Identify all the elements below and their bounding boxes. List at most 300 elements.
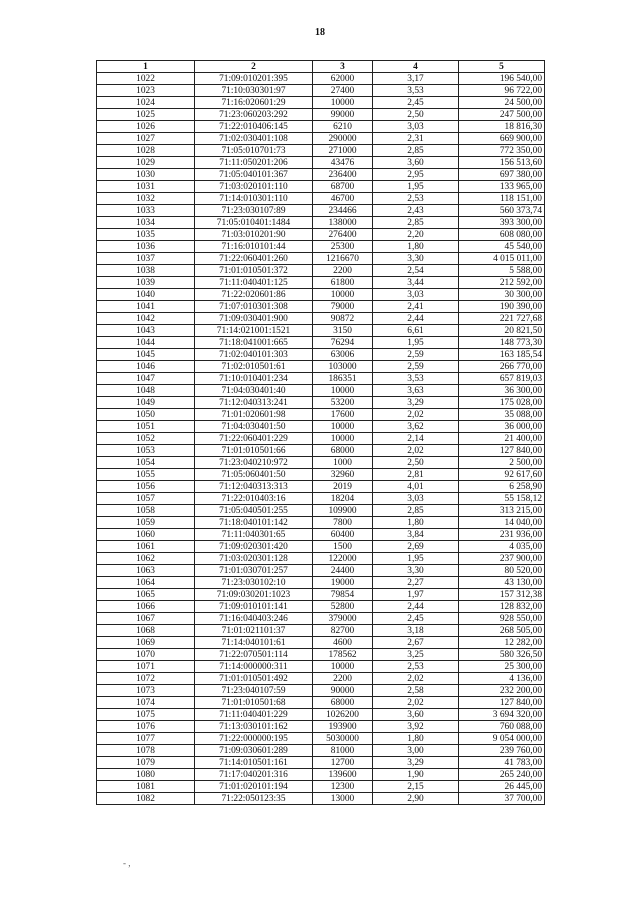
table-cell-col3: 81000 [313, 745, 373, 757]
table-cell-col2: 71:16:010101:44 [195, 241, 313, 253]
table-row [97, 265, 545, 277]
table-cell-col2: 71:16:020601:29 [195, 97, 313, 109]
table-row [97, 133, 545, 145]
table-cell-col4: 3,84 [373, 529, 459, 541]
table-row [97, 373, 545, 385]
table-cell-col3: 52800 [313, 601, 373, 613]
table-cell-col4: 2,90 [373, 793, 459, 805]
table-cell-col4: 2,59 [373, 361, 459, 373]
table-cell-col3: 4600 [313, 637, 373, 649]
table-cell-col3: 24400 [313, 565, 373, 577]
table-cell-col4: 1,80 [373, 733, 459, 745]
table-cell-col1: 1074 [97, 697, 195, 709]
table-cell-col4: 2,20 [373, 229, 459, 241]
table-cell-col5: 231 936,00 [459, 529, 545, 541]
table-cell-col5: 127 840,00 [459, 445, 545, 457]
table-cell-col2: 71:01:030701:257 [195, 565, 313, 577]
table-cell-col3: 103000 [313, 361, 373, 373]
table-cell-col3: 43476 [313, 157, 373, 169]
table-cell-col2: 71:01:010501:372 [195, 265, 313, 277]
table-cell-col4: 2,44 [373, 601, 459, 613]
table-cell-col4: 3,60 [373, 709, 459, 721]
table-cell-col5: 30 300,00 [459, 289, 545, 301]
table-cell-col1: 1059 [97, 517, 195, 529]
table-row [97, 337, 545, 349]
table-cell-col2: 71:04:030401:50 [195, 421, 313, 433]
table-row [97, 493, 545, 505]
table-cell-col3: 234466 [313, 205, 373, 217]
table-cell-col1: 1062 [97, 553, 195, 565]
table-cell-col4: 3,53 [373, 85, 459, 97]
table-cell-col4: 3,00 [373, 745, 459, 757]
table-row [97, 661, 545, 673]
table-cell-col4: 3,03 [373, 493, 459, 505]
table-cell-col3: 271000 [313, 145, 373, 157]
table-cell-col1: 1025 [97, 109, 195, 121]
table-cell-col1: 1026 [97, 121, 195, 133]
table-cell-col3: 7800 [313, 517, 373, 529]
table-cell-col4: 3,25 [373, 649, 459, 661]
land-plots-table [96, 60, 545, 805]
table-cell-col3: 27400 [313, 85, 373, 97]
table-cell-col4: 1,97 [373, 589, 459, 601]
table-cell-col2: 71:03:010201:90 [195, 229, 313, 241]
table-cell-col4: 2,02 [373, 409, 459, 421]
table-cell-col1: 1035 [97, 229, 195, 241]
table-cell-col3: 68700 [313, 181, 373, 193]
column-header-1: 1 [97, 61, 195, 73]
table-cell-col3: 2200 [313, 673, 373, 685]
table-cell-col3: 10000 [313, 661, 373, 673]
table-row [97, 589, 545, 601]
table-cell-col3: 68000 [313, 445, 373, 457]
table-row [97, 457, 545, 469]
table-cell-col1: 1079 [97, 757, 195, 769]
table-body [97, 73, 545, 805]
table-row [97, 157, 545, 169]
table-cell-col2: 71:18:040101:142 [195, 517, 313, 529]
table-cell-col2: 71:12:040313:241 [195, 397, 313, 409]
table-cell-col1: 1080 [97, 769, 195, 781]
table-row [97, 709, 545, 721]
table-cell-col5: 5 588,00 [459, 265, 545, 277]
table-cell-col1: 1078 [97, 745, 195, 757]
table-cell-col2: 71:05:010701:73 [195, 145, 313, 157]
table-cell-col5: 760 088,00 [459, 721, 545, 733]
table-cell-col5: 156 513,60 [459, 157, 545, 169]
table-cell-col5: 127 840,00 [459, 697, 545, 709]
table-cell-col4: 2,53 [373, 193, 459, 205]
table-cell-col3: 10000 [313, 385, 373, 397]
table-cell-col4: 4,01 [373, 481, 459, 493]
table-cell-col4: 2,31 [373, 133, 459, 145]
table-cell-col2: 71:11:050201:206 [195, 157, 313, 169]
table-row [97, 73, 545, 85]
table-row [97, 109, 545, 121]
table-cell-col4: 2,67 [373, 637, 459, 649]
table-cell-col4: 2,15 [373, 781, 459, 793]
table-header-row [97, 61, 545, 73]
column-header-5: 5 [459, 61, 545, 73]
table-cell-col4: 1,80 [373, 241, 459, 253]
table-cell-col1: 1075 [97, 709, 195, 721]
table-row [97, 205, 545, 217]
table-cell-col2: 71:23:040107:59 [195, 685, 313, 697]
table-row [97, 505, 545, 517]
table-cell-col4: 3,29 [373, 397, 459, 409]
table-cell-col3: 1500 [313, 541, 373, 553]
table-row [97, 793, 545, 805]
table-cell-col2: 71:01:020601:98 [195, 409, 313, 421]
table-cell-col5: 232 200,00 [459, 685, 545, 697]
table-cell-col3: 10000 [313, 97, 373, 109]
table-cell-col2: 71:09:020301:420 [195, 541, 313, 553]
table-cell-col2: 71:09:030601:289 [195, 745, 313, 757]
table-row [97, 361, 545, 373]
table-row [97, 397, 545, 409]
table-row [97, 445, 545, 457]
table-row [97, 529, 545, 541]
table-row [97, 253, 545, 265]
table-cell-col3: 90000 [313, 685, 373, 697]
table-cell-col3: 19000 [313, 577, 373, 589]
table-cell-col3: 10000 [313, 433, 373, 445]
table-cell-col3: 46700 [313, 193, 373, 205]
table-row [97, 409, 545, 421]
table-cell-col3: 12700 [313, 757, 373, 769]
table-cell-col2: 71:18:041001:665 [195, 337, 313, 349]
table-cell-col1: 1073 [97, 685, 195, 697]
table-cell-col3: 90872 [313, 313, 373, 325]
table-cell-col4: 3,44 [373, 277, 459, 289]
table-cell-col2: 71:13:030101:162 [195, 721, 313, 733]
table-cell-col1: 1037 [97, 253, 195, 265]
table-cell-col2: 71:05:060401:50 [195, 469, 313, 481]
table-cell-col2: 71:11:040301:65 [195, 529, 313, 541]
table-cell-col3: 10000 [313, 289, 373, 301]
table-cell-col1: 1060 [97, 529, 195, 541]
table-cell-col4: 2,43 [373, 205, 459, 217]
table-cell-col1: 1053 [97, 445, 195, 457]
table-cell-col2: 71:22:060401:260 [195, 253, 313, 265]
table-cell-col1: 1048 [97, 385, 195, 397]
table-row [97, 721, 545, 733]
table-cell-col5: 14 040,00 [459, 517, 545, 529]
table-cell-col5: 25 300,00 [459, 661, 545, 673]
table-cell-col4: 2,58 [373, 685, 459, 697]
table-cell-col2: 71:10:030301:97 [195, 85, 313, 97]
table-cell-col4: 3,17 [373, 73, 459, 85]
table-row [97, 649, 545, 661]
table-row [97, 181, 545, 193]
table-row [97, 685, 545, 697]
table-cell-col1: 1028 [97, 145, 195, 157]
table-cell-col5: 80 520,00 [459, 565, 545, 577]
table-cell-col4: 3,03 [373, 289, 459, 301]
table-cell-col3: 82700 [313, 625, 373, 637]
column-header-3: 3 [313, 61, 373, 73]
table-cell-col5: 6 258,90 [459, 481, 545, 493]
table-cell-col2: 71:22:000000:195 [195, 733, 313, 745]
table-cell-col3: 13000 [313, 793, 373, 805]
table-cell-col3: 3150 [313, 325, 373, 337]
table-cell-col4: 2,85 [373, 505, 459, 517]
table-cell-col3: 290000 [313, 133, 373, 145]
table-cell-col5: 657 819,03 [459, 373, 545, 385]
table-cell-col1: 1027 [97, 133, 195, 145]
table-cell-col4: 2,50 [373, 109, 459, 121]
table-cell-col1: 1047 [97, 373, 195, 385]
table-cell-col5: 560 373,74 [459, 205, 545, 217]
table-cell-col5: 118 151,00 [459, 193, 545, 205]
table-cell-col1: 1051 [97, 421, 195, 433]
table-cell-col5: 163 185,54 [459, 349, 545, 361]
table-cell-col2: 71:22:060401:229 [195, 433, 313, 445]
table-cell-col1: 1041 [97, 301, 195, 313]
table-cell-col2: 71:05:040101:367 [195, 169, 313, 181]
table-cell-col5: 580 326,50 [459, 649, 545, 661]
table-cell-col4: 2,81 [373, 469, 459, 481]
table-cell-col2: 71:22:010406:145 [195, 121, 313, 133]
table-cell-col2: 71:01:021101:37 [195, 625, 313, 637]
table-cell-col5: 196 540,00 [459, 73, 545, 85]
table-row [97, 637, 545, 649]
table-cell-col3: 186351 [313, 373, 373, 385]
table-row [97, 553, 545, 565]
table-cell-col1: 1072 [97, 673, 195, 685]
table-cell-col3: 79000 [313, 301, 373, 313]
table-row [97, 229, 545, 241]
table-cell-col5: 247 500,00 [459, 109, 545, 121]
table-row [97, 481, 545, 493]
table-cell-col2: 71:09:030401:900 [195, 313, 313, 325]
table-cell-col2: 71:22:070501:114 [195, 649, 313, 661]
table-cell-col4: 2,02 [373, 697, 459, 709]
table-row [97, 289, 545, 301]
table-cell-col2: 71:10:010401:234 [195, 373, 313, 385]
table-cell-col2: 71:23:060203:292 [195, 109, 313, 121]
table-cell-col4: 1,95 [373, 337, 459, 349]
table-cell-col3: 18204 [313, 493, 373, 505]
table-cell-col5: 55 158,12 [459, 493, 545, 505]
table-cell-col5: 266 770,00 [459, 361, 545, 373]
table-cell-col3: 1216670 [313, 253, 373, 265]
table-cell-col1: 1050 [97, 409, 195, 421]
table-row [97, 613, 545, 625]
table-cell-col3: 276400 [313, 229, 373, 241]
table-cell-col4: 2,85 [373, 145, 459, 157]
table-cell-col2: 71:22:010403:16 [195, 493, 313, 505]
table-cell-col4: 2,02 [373, 673, 459, 685]
table-cell-col3: 32960 [313, 469, 373, 481]
table-cell-col5: 20 821,50 [459, 325, 545, 337]
table-row [97, 385, 545, 397]
table-cell-col2: 71:23:030102:10 [195, 577, 313, 589]
table-cell-col2: 71:14:000000:311 [195, 661, 313, 673]
table-row [97, 193, 545, 205]
table-cell-col3: 17600 [313, 409, 373, 421]
table-cell-col1: 1068 [97, 625, 195, 637]
table-cell-col2: 71:11:040401:125 [195, 277, 313, 289]
table-cell-col3: 109900 [313, 505, 373, 517]
table-cell-col2: 71:14:010501:161 [195, 757, 313, 769]
table-cell-col3: 236400 [313, 169, 373, 181]
table-cell-col4: 2,02 [373, 445, 459, 457]
table-cell-col1: 1081 [97, 781, 195, 793]
table-cell-col1: 1063 [97, 565, 195, 577]
table-cell-col5: 21 400,00 [459, 433, 545, 445]
table-cell-col1: 1030 [97, 169, 195, 181]
table-cell-col5: 157 312,38 [459, 589, 545, 601]
table-cell-col1: 1061 [97, 541, 195, 553]
table-cell-col5: 175 028,00 [459, 397, 545, 409]
page-number: 18 [315, 27, 325, 38]
table-cell-col4: 3,30 [373, 253, 459, 265]
table-cell-col2: 71:16:040403:246 [195, 613, 313, 625]
table-cell-col4: 3,29 [373, 757, 459, 769]
table-cell-col1: 1076 [97, 721, 195, 733]
table-cell-col4: 3,03 [373, 121, 459, 133]
table-cell-col1: 1032 [97, 193, 195, 205]
table-cell-col1: 1046 [97, 361, 195, 373]
table-cell-col4: 2,14 [373, 433, 459, 445]
table-cell-col2: 71:01:010501:492 [195, 673, 313, 685]
table-cell-col3: 1000 [313, 457, 373, 469]
table-row [97, 421, 545, 433]
table-cell-col5: 221 727,68 [459, 313, 545, 325]
table-cell-col2: 71:07:010301:308 [195, 301, 313, 313]
table-row [97, 781, 545, 793]
table-cell-col2: 71:05:010401:1484 [195, 217, 313, 229]
table-cell-col5: 18 816,30 [459, 121, 545, 133]
table-cell-col4: 1,95 [373, 181, 459, 193]
table-cell-col2: 71:01:010501:68 [195, 697, 313, 709]
table-cell-col5: 4 136,00 [459, 673, 545, 685]
table-cell-col2: 71:03:020301:128 [195, 553, 313, 565]
table-cell-col2: 71:14:040101:61 [195, 637, 313, 649]
table-cell-col4: 1,95 [373, 553, 459, 565]
table-cell-col4: 2,44 [373, 313, 459, 325]
table-row [97, 145, 545, 157]
table-cell-col4: 3,92 [373, 721, 459, 733]
table-cell-col4: 3,30 [373, 565, 459, 577]
table-row [97, 277, 545, 289]
table-cell-col5: 669 900,00 [459, 133, 545, 145]
corner-mark: - , [123, 858, 131, 868]
table-cell-col2: 71:02:040101:303 [195, 349, 313, 361]
table-cell-col4: 2,54 [373, 265, 459, 277]
table-cell-col1: 1082 [97, 793, 195, 805]
table-row [97, 85, 545, 97]
table-cell-col4: 1,90 [373, 769, 459, 781]
table-row [97, 241, 545, 253]
table-row [97, 301, 545, 313]
table-cell-col4: 2,53 [373, 661, 459, 673]
table-row [97, 541, 545, 553]
table-cell-col1: 1042 [97, 313, 195, 325]
table-cell-col1: 1055 [97, 469, 195, 481]
table-cell-col1: 1070 [97, 649, 195, 661]
table-cell-col4: 2,50 [373, 457, 459, 469]
table-cell-col3: 61800 [313, 277, 373, 289]
table-cell-col5: 608 080,00 [459, 229, 545, 241]
table-cell-col1: 1065 [97, 589, 195, 601]
table-cell-col2: 71:09:010101:141 [195, 601, 313, 613]
table-cell-col1: 1052 [97, 433, 195, 445]
table-cell-col5: 4 015 011,00 [459, 253, 545, 265]
table-cell-col3: 138000 [313, 217, 373, 229]
table-cell-col4: 3,53 [373, 373, 459, 385]
table-cell-col1: 1045 [97, 349, 195, 361]
table-cell-col5: 268 505,00 [459, 625, 545, 637]
table-cell-col5: 24 500,00 [459, 97, 545, 109]
table-cell-col1: 1031 [97, 181, 195, 193]
table-cell-col5: 212 592,00 [459, 277, 545, 289]
column-header-4: 4 [373, 61, 459, 73]
table-cell-col5: 697 380,00 [459, 169, 545, 181]
table-cell-col3: 1026200 [313, 709, 373, 721]
table-row [97, 577, 545, 589]
table-cell-col3: 68000 [313, 697, 373, 709]
table-cell-col1: 1033 [97, 205, 195, 217]
table-cell-col2: 71:11:040401:229 [195, 709, 313, 721]
table-cell-col5: 265 240,00 [459, 769, 545, 781]
table-row [97, 733, 545, 745]
table-cell-col1: 1024 [97, 97, 195, 109]
table-cell-col2: 71:02:030401:108 [195, 133, 313, 145]
table-cell-col5: 37 700,00 [459, 793, 545, 805]
table-row [97, 517, 545, 529]
table-row [97, 697, 545, 709]
table-cell-col5: 45 540,00 [459, 241, 545, 253]
table-cell-col4: 1,80 [373, 517, 459, 529]
table-cell-col3: 6210 [313, 121, 373, 133]
table-cell-col2: 71:05:040501:255 [195, 505, 313, 517]
table-cell-col2: 71:09:010201:395 [195, 73, 313, 85]
table-cell-col5: 96 722,00 [459, 85, 545, 97]
table-row [97, 433, 545, 445]
table-cell-col5: 313 215,00 [459, 505, 545, 517]
table-cell-col3: 63006 [313, 349, 373, 361]
table-cell-col5: 4 035,00 [459, 541, 545, 553]
table-cell-col2: 71:01:010501:66 [195, 445, 313, 457]
table-cell-col1: 1036 [97, 241, 195, 253]
table-row [97, 745, 545, 757]
column-header-2: 2 [195, 61, 313, 73]
table-cell-col3: 178562 [313, 649, 373, 661]
table-row [97, 769, 545, 781]
table-cell-col4: 3,60 [373, 157, 459, 169]
table-cell-col1: 1071 [97, 661, 195, 673]
table-cell-col3: 379000 [313, 613, 373, 625]
table-row [97, 169, 545, 181]
table-cell-col1: 1067 [97, 613, 195, 625]
table-cell-col3: 10000 [313, 421, 373, 433]
table-cell-col2: 71:14:010301:110 [195, 193, 313, 205]
table-cell-col4: 2,45 [373, 613, 459, 625]
table-cell-col2: 71:17:040201:316 [195, 769, 313, 781]
table-cell-col4: 2,27 [373, 577, 459, 589]
table-cell-col5: 12 282,00 [459, 637, 545, 649]
table-cell-col4: 2,85 [373, 217, 459, 229]
table-cell-col3: 53200 [313, 397, 373, 409]
table-cell-col2: 71:04:030401:40 [195, 385, 313, 397]
table-cell-col4: 2,59 [373, 349, 459, 361]
table-row [97, 601, 545, 613]
table-row [97, 673, 545, 685]
table-cell-col5: 35 088,00 [459, 409, 545, 421]
table-row [97, 97, 545, 109]
